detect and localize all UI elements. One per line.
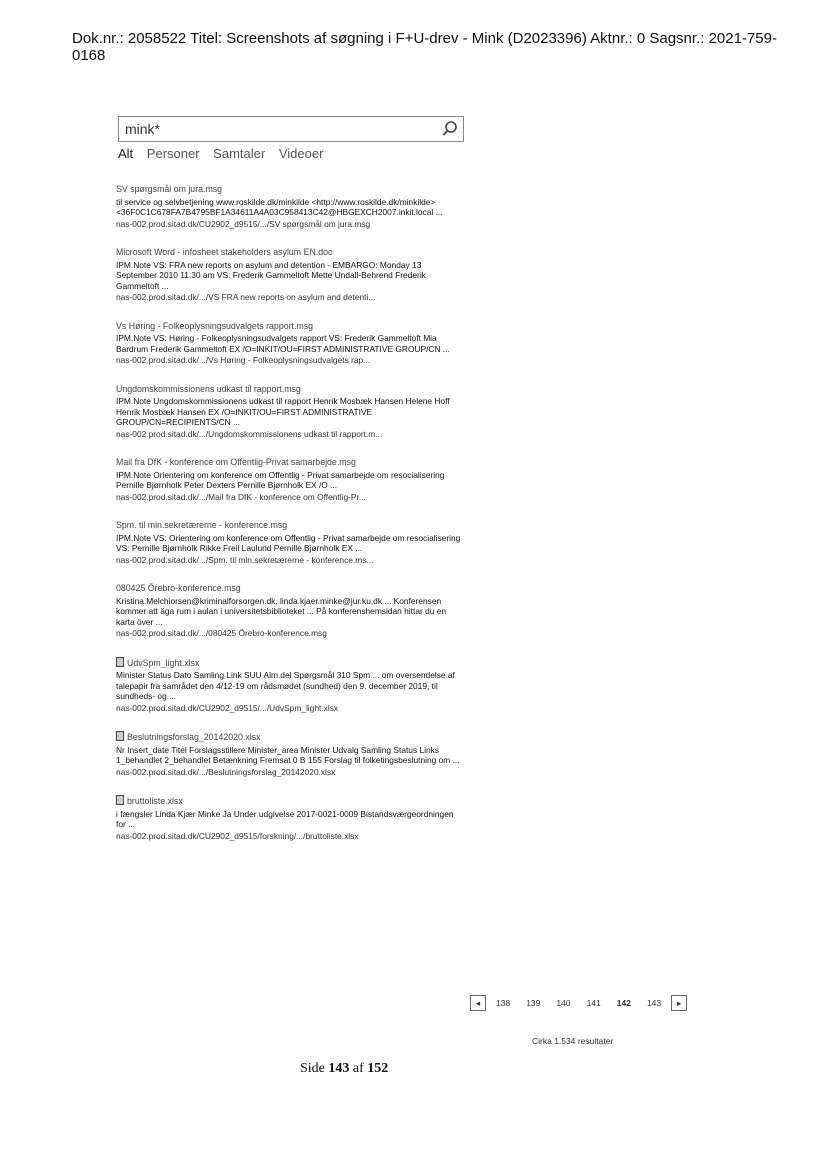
- result-path: nas-002.prod.sitad.dk/.../Mail fra DfK - konference om Offentlig-Pr...: [116, 491, 366, 502]
- result-snippet: IPM.Note VS: Orientering om konference om Offentlig - Privat samarbejde om resocialisering VS: Pernille Bjørnholk Rikke Freil Laulund Pernille Bjørnholk EX ...: [116, 532, 461, 553]
- footer-page: 143: [328, 1061, 350, 1076]
- page-number-link[interactable]: 138: [496, 998, 511, 1008]
- search-results: [116, 184, 462, 859]
- page-number-link[interactable]: 142: [616, 998, 631, 1008]
- result-item: [116, 520, 462, 565]
- footer-prefix: Side: [300, 1061, 329, 1076]
- footer-middle: af: [349, 1061, 368, 1076]
- result-path: nas-002.prod.sitad.dk/.../Vs Høring - Folkeoplysningsudvalgets rap...: [116, 355, 371, 365]
- filter-tabs: [118, 146, 333, 161]
- result-title-text: 080425 Örebro-konference.msg: [116, 583, 241, 593]
- result-item: [116, 583, 462, 639]
- result-path: nas-002.prod.sitad.dk/.../VS FRA new reports on asylum and detenti...: [116, 292, 376, 302]
- result-title-link[interactable]: [116, 583, 462, 594]
- result-path: nas-002.prod.sitad.dk/.../Ungdomskommissionens udkast til rapport.m...: [116, 428, 383, 439]
- tab-all[interactable]: Alt: [118, 146, 134, 161]
- result-snippet: Minister Status Dato Samling Link SUU Alm.del Spørgsmål 310 Spm ... om oversendelse af talepapir fra samrådet den 4/12-19 om rådsmødet (sundhed) den 9. december 2019, til sundheds- og ...: [116, 670, 455, 701]
- document-header: Dok.nr.: 2058522 Titel: Screenshots af søgning i F+U-drev - Mink (D2023396) Aktnr.: 0 Sagsnr.: 2021-759-0168: [72, 30, 777, 64]
- result-path: nas-002.prod.sitad.dk/.../080425 Örebro-konference.msg: [116, 628, 327, 638]
- result-title-link[interactable]: [116, 731, 462, 743]
- result-item: [116, 457, 462, 502]
- result-item: [116, 321, 462, 366]
- result-item: [116, 184, 462, 229]
- result-title-text: Mail fra DfK - konference om Offentlig-Privat samarbejde.msg: [116, 457, 356, 467]
- result-item: [116, 795, 462, 841]
- search-icon[interactable]: [441, 120, 459, 138]
- result-snippet: IPM.Note Ungdomskommissionens udkast til rapport Henrik Mosbæk Hansen Helene Hoff Henrik Mosbæk Hansen EX /O=INKIT/OU=FIRST ADMINISTRATIVE GROUP/CN=RECIPIENTS/CN ...: [116, 396, 450, 427]
- result-item: [116, 657, 462, 714]
- result-count: Cirka 1.534 resultater: [532, 1036, 614, 1046]
- search-input[interactable]: [125, 120, 425, 138]
- pagination: [470, 993, 687, 1013]
- result-path: nas-002.prod.sitad.dk/CU2902_d9515/forskning/.../bruttoliste.xlsx: [116, 830, 359, 841]
- result-title-text: SV spørgsmål om jura.msg: [116, 184, 223, 194]
- result-item: [116, 384, 462, 440]
- prev-page-button[interactable]: ◂: [470, 995, 486, 1011]
- excel-file-icon: [116, 657, 124, 667]
- page-number-link[interactable]: 141: [586, 998, 601, 1008]
- result-title-text: Microsoft Word - infosheet stakeholders asylum EN.doc: [116, 247, 333, 257]
- result-snippet: IPM.Note VS: Høring - Folkeoplysningsudvalgets rapport VS: Frederik Gammeltoft Mia Bardrum Frederik Gammeltoft EX /O=INKIT/OU=FIRST ADMINISTRATIVE GROUP/CN ...: [116, 333, 450, 354]
- result-path: nas-002.prod.sitad.dk/.../Beslutningsforslag_20142020.xlsx: [116, 766, 336, 777]
- tab-videos[interactable]: Videoer: [278, 146, 324, 161]
- page-footer: [300, 1061, 388, 1077]
- result-title-link[interactable]: [116, 321, 462, 332]
- result-title-link[interactable]: [116, 384, 462, 395]
- result-title-link[interactable]: [116, 520, 462, 531]
- tab-conversations[interactable]: Samtaler: [213, 146, 266, 161]
- result-title-link[interactable]: [116, 184, 462, 195]
- page-number-link[interactable]: 143: [646, 998, 662, 1008]
- result-snippet: Nr Insert_date Titel Forslagsstillere Minister_area Minister Udvalg Samling Status Links 1_behandlet 2_behandlet Betænkning Fremsat 0 B 155 Forslag til folketingsbeslutning om ...: [116, 744, 460, 765]
- result-item: [116, 247, 462, 303]
- result-title-link[interactable]: [116, 795, 462, 807]
- result-snippet: til service og selvbetjening www.roskilde.dk/minkilde <http://www.roskilde.dk/minkilde> <36F0C1C678FA7B4795BF1A34611A4A03C958413C42@HBGEXCH2007.inkit.local ...: [116, 196, 443, 217]
- result-title-link[interactable]: [116, 457, 462, 468]
- result-item: [116, 731, 462, 777]
- result-title-link[interactable]: [116, 657, 462, 669]
- excel-file-icon: [116, 731, 124, 741]
- result-snippet: i fængsler Linda Kjær Minke Ja Under udgivelse 2017-0021-0009 Bistandsværgeordningen for ...: [116, 808, 454, 829]
- tab-people[interactable]: Personer: [146, 146, 200, 161]
- result-snippet: IPM.Note VS: FRA new reports on asylum and detention - EMBARGO: Monday 13 September 2010 11.30 am VS: Frederik Gammeltoft Mette Undall-Behrend Frederik Gammeltoft ...: [116, 259, 426, 291]
- footer-total: 152: [367, 1061, 389, 1076]
- result-path: nas-002.prod.sitad.dk/CU2902_d9515/.../SV spørgsmål om jura.msg: [116, 218, 371, 229]
- result-path: nas-002.prod.sitad.dk/CU2902_d9515/.../UdvSpm_light.xlsx: [116, 702, 339, 713]
- result-title-text: bruttoliste.xlsx: [127, 796, 183, 806]
- result-snippet: Kristina.Melchiorsen@kriminalforsorgen.dk, linda.kjaer.minke@jur.ku.dk ... Konferensen kommer att äga rum i aulan i universitetsbiblioteket ... På konferenshemsidan hittar du en karta över ...: [116, 595, 447, 627]
- result-title-link[interactable]: [116, 247, 462, 258]
- search-box[interactable]: [118, 116, 464, 142]
- result-title-text: Spm. til min.sekretærerne - konference.msg: [116, 520, 288, 530]
- result-title-text: Beslutningsforslag_20142020.xlsx: [127, 732, 261, 742]
- page-number-link[interactable]: 140: [556, 998, 571, 1008]
- next-page-button[interactable]: ▸: [671, 995, 687, 1011]
- result-path: nas-002.prod.sitad.dk/.../Spm. til min.sekretærerne - konference.ms...: [116, 554, 374, 565]
- result-title-text: UdvSpm_light.xlsx: [127, 657, 200, 668]
- page-number-link[interactable]: 139: [526, 998, 541, 1008]
- excel-file-icon: [116, 795, 124, 805]
- result-title-text: Ungdomskommissionens udkast til rapport.msg: [116, 383, 301, 394]
- result-snippet: IPM.Note Orientering om konference om Offentlig - Privat samarbejde om resocialisering Pernille Bjørnholk Peter Dexters Pernille Bjørnholk EX /O ...: [116, 469, 445, 490]
- result-title-text: Vs Høring - Folkeoplysningsudvalgets rapport.msg: [116, 320, 314, 331]
